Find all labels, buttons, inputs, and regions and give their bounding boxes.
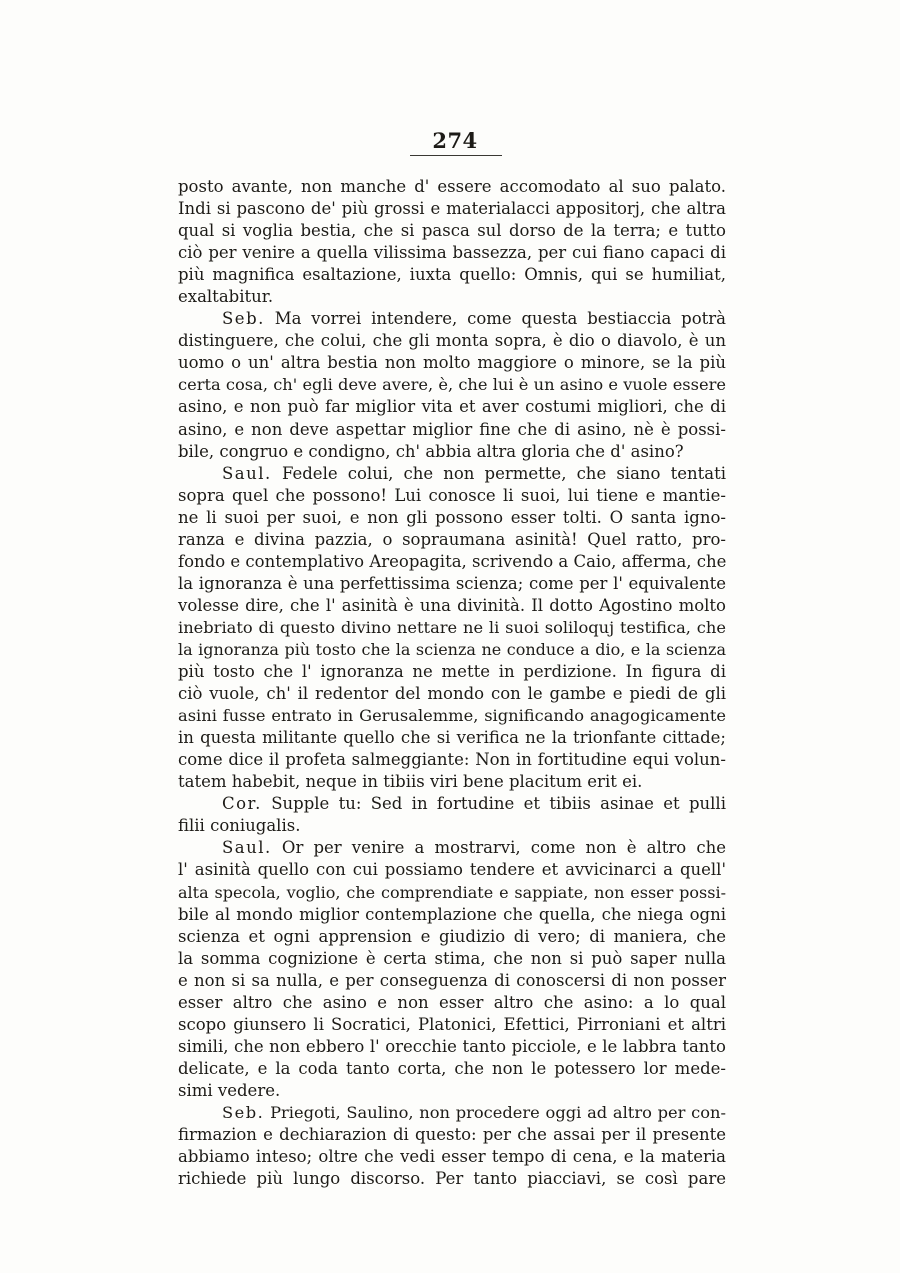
line-text: ciò per venire a quella vilissima bassezza, per cui fiano capaci di [178,243,726,263]
text-line [178,352,726,374]
text-line [178,176,726,198]
speaker-name: Saul. [222,463,272,483]
text-line [178,1080,726,1102]
line-text: in questa militante quello che si verifica ne la trionfante cittade; [178,728,726,748]
text-line [178,1102,726,1124]
text-line [178,595,726,617]
text-line [178,220,726,242]
text-line [178,1036,726,1058]
text-line [178,264,726,286]
line-text: asini fusse entrato in Gerusalemme, significando anagogicamente [178,706,726,726]
text-line [178,815,726,837]
text-line [178,771,726,793]
text-line [178,419,726,441]
text-line [178,529,726,551]
line-text: l' asinità quello con cui possiamo tendere et avvicinarci a quell' [178,860,726,880]
page-number: 274 [432,128,478,153]
text-line [178,1014,726,1036]
text-line [178,463,726,485]
text-line [178,970,726,992]
line-text: bile, congruo e condigno, ch' abbia altra gloria che d' asino? [178,441,684,461]
text-line [178,837,726,859]
text-line [178,749,726,771]
line-text: e non si sa nulla, e per conseguenza di conoscersi di non posser [178,970,726,990]
line-text: Fedele colui, che non permette, che siano tentati [281,463,726,483]
line-text: scienza et ogni apprension e giudizio di vero; di maniera, che [178,926,726,946]
line-text: posto avante, non manche d' essere accomodato al suo palato. [178,177,726,196]
speaker-name: Seb. [222,309,265,329]
line-text: distinguere, che colui, che gli monta sopra, è dio o diavolo, è un [178,331,726,351]
text-line [178,727,726,749]
line-text: simili, che non ebbero l' orecchie tanto picciole, e le labbra tanto [178,1036,726,1056]
text-line [178,639,726,661]
text-line [178,396,726,418]
line-text: ne li suoi per suoi, e non gli possono esser tolti. O santa igno- [178,507,726,527]
speaker-name: Cor. [222,794,262,814]
line-text: la ignoranza è una perfettissima scienza; come per l' equivalente [178,573,726,593]
line-text: più tosto che l' ignoranza ne mette in perdizione. In figura di [178,662,726,682]
text-line [178,793,726,815]
text-line [178,198,726,220]
text-line [178,573,726,595]
text-line [178,286,726,308]
line-text: inebriato di questo divino nettare ne li suoi soliloquj testifica, che [178,617,726,637]
line-text: asino, e non deve aspettar miglior fine che di asino, nè è possi- [178,419,726,439]
text-line [178,441,726,463]
speaker-name: Seb. [222,1102,265,1122]
line-text: uomo o un' altra bestia non molto maggiore o minore, se la più [178,353,726,373]
text-line [178,617,726,639]
text-line [178,551,726,573]
line-text: volesse dire, che l' asinità è una divinità. Il dotto Agostino molto [178,595,726,615]
text-line [178,882,726,904]
line-text: asino, e non può far miglior vita et aver costumi migliori, che di [178,397,726,417]
line-text: bile al mondo miglior contemplazione che quella, che niega ogni [178,904,726,924]
line-text: scopo giunsero li Socratici, Platonici, Efettici, Pirroniani et altri [178,1014,726,1034]
line-text: fondo e contemplativo Areopagita, scrivendo a Caio, afferma, che [178,551,727,571]
line-text: abbiamo inteso; oltre che vedi esser tempo di cena, e la materia [178,1147,726,1167]
line-text: ranza e divina pazzia, o sopraumana asinità! Quel ratto, pro- [178,529,726,549]
line-text: qual si voglia bestia, che si pasca sul dorso de la terra; e tutto [178,221,726,241]
line-text: Indi si pascono de' più grossi e materialacci appositorj, che altra [178,199,726,219]
text-line [178,948,726,970]
header-rule [410,155,502,156]
line-text: delicate, e la coda tanto corta, che non le potessero lor mede- [178,1058,726,1078]
line-text: più magnifica esaltazione, iuxta quello: Omnis, qui se humiliat, [178,265,726,285]
text-line [178,904,726,926]
line-text: la somma cognizione è certa stima, che non si può saper nulla [178,948,726,968]
line-text: certa cosa, ch' egli deve avere, è, che lui è un asino e vuole essere [178,375,726,395]
line-text: Ma vorrei intendere, come questa bestiaccia potrà [274,309,726,329]
text-line [178,1168,726,1190]
text-line [178,308,726,330]
line-text: firmazion e dechiarazion di questo: per che assai per il presente [178,1125,726,1145]
text-line [178,1058,726,1080]
text-line [178,683,726,705]
line-text: Priegoti, Saulino, non procedere oggi ad altro per con- [270,1102,726,1122]
line-text: sopra quel che possono! Lui conosce li suoi, lui tiene e mantie- [178,485,726,505]
text-line [178,242,726,264]
text-line [178,992,726,1014]
line-text: Or per venire a mostrarvi, come non è altro che [281,838,726,858]
line-text: come dice il profeta salmeggiante: Non in fortitudine equi volun- [178,750,726,770]
line-text: ciò vuole, ch' il redentor del mondo con le gambe e piedi de gli [178,684,726,704]
line-text: simi vedere. [178,1080,281,1100]
line-text: alta specola, voglio, che comprendiate e sappiate, non esser possi- [178,882,726,902]
text-line [178,374,726,396]
line-text: richiede più lungo discorso. Per tanto piacciavi, se così pare [178,1169,726,1189]
body-text [178,176,726,1190]
text-line [178,1124,726,1146]
text-line [178,859,726,881]
text-line [178,507,726,529]
line-text: filii coniugalis. [178,816,301,836]
text-line [178,661,726,683]
text-line [178,485,726,507]
line-text: la ignoranza più tosto che la scienza ne conduce a dio, e la scienza [178,639,726,659]
text-line [178,1146,726,1168]
speaker-name: Saul. [222,838,272,858]
text-line [178,926,726,948]
line-text: exaltabitur. [178,287,274,307]
line-text: Supple tu: Sed in fortudine et tibiis asinae et pulli [271,794,726,814]
text-line [178,330,726,352]
line-text: tatem habebit, neque in tibiis viri bene placitum erit ei. [178,772,643,792]
line-text: esser altro che asino e non esser altro che asino: a lo qual [178,992,726,1012]
text-line [178,705,726,727]
